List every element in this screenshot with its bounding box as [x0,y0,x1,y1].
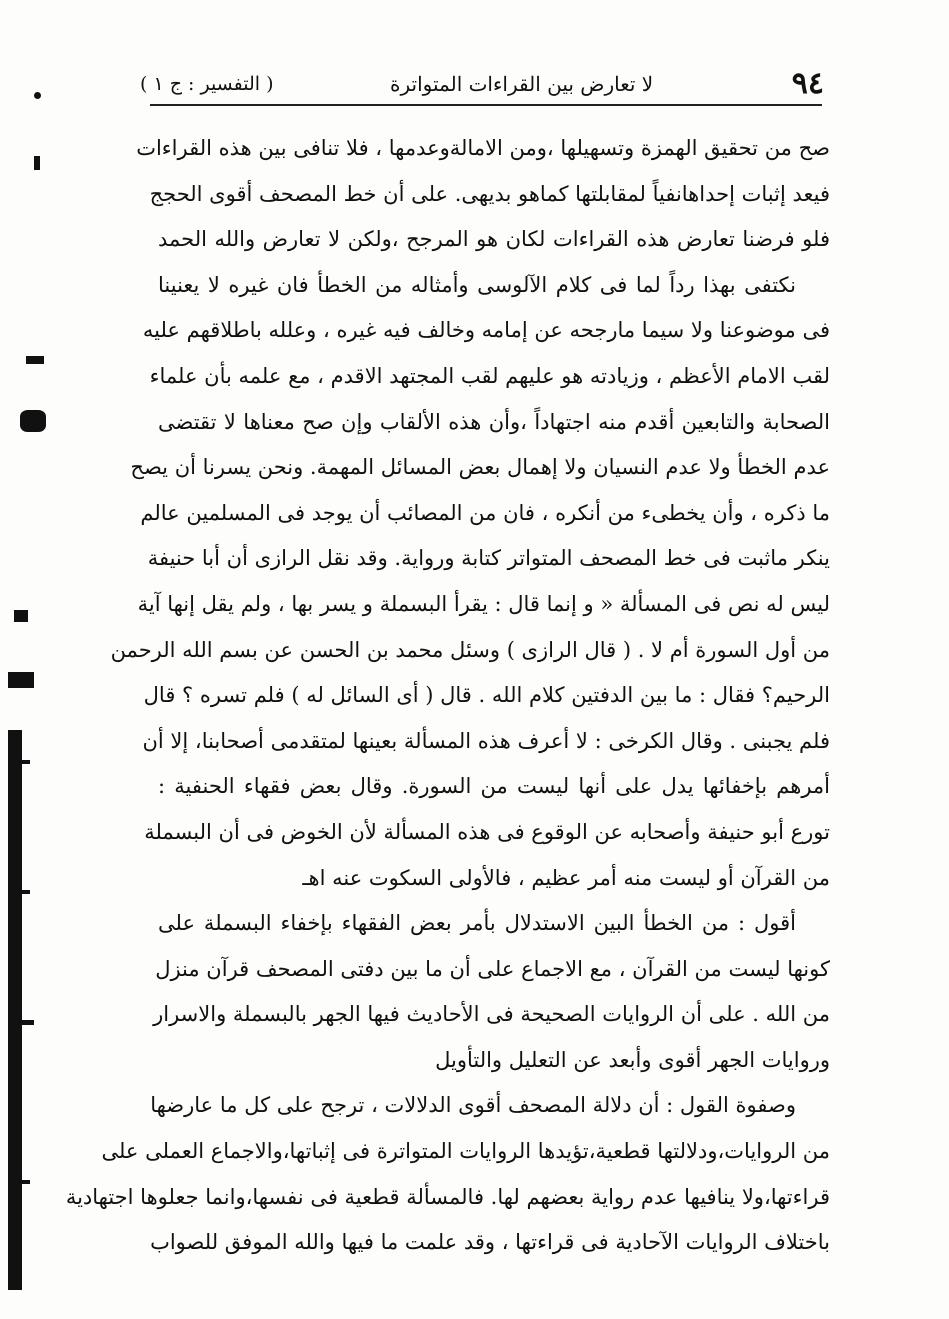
text-line: صح من تحقيق الهمزة وتسهيلها ،ومن الامالةوعدمها ، فلا تنافى بين هذه القراءات [136,136,830,160]
running-section: ( التفسير : ج ١ ) [140,73,274,95]
header-rule [150,104,822,106]
text-line: عدم الخطأ ولا عدم النسيان ولا إهمال بعض المسائل المهمة. ونحن يسرنا أن يصح [130,455,830,480]
text-line: وصفوة القول : أن دلالة المصحف أقوى الدلالات ، ترجح على كل ما عارضها [150,1093,796,1118]
text-line: كونها ليست من القرآن ، مع الاجماع على أن ما بين دفتى المصحف قرآن منزل [155,956,830,981]
text-line: ليس له نص فى المسألة « و إنما قال : يقرأ البسملة و يسر بها ، ولم يقل إنها آية [137,591,830,616]
text-line: الصحابة والتابعين أقدم منه اجتهاداً ،وأن هذه الألقاب وإن صح معناها لا تقتضى [158,409,830,434]
text-line: باختلاف الروايات الآحادية فى قراءتها ، وقد علمت ما فيها والله الموفق للصواب [150,1230,830,1255]
text-line: فلم يجبنى . وقال الكرخى : لا أعرف هذه المسألة بعينها لمتقدمى أصحابنا، إلا أن [142,728,830,753]
text-line: من الروايات،ودلالتها قطعية،تؤيدها الروايات المتواترة فى إثباتها،والاجماع العملى على [101,1139,830,1164]
page-number: ٩٤ [791,66,824,101]
text-line: ما ذكره ، وأن يخطىء من أنكره ، فان من المصائب أن يوجد فى المسلمين عالم [140,500,830,525]
text-line: نكتفى بهذا رداً لما فى كلام الآلوسى وأمثاله من الخطأ فان غيره لا يعنينا [158,272,796,297]
running-title: لا تعارض بين القراءات المتواترة [390,72,654,96]
text-line: أقول : من الخطأ البين الاستدلال بأمر بعض الفقهاء بإخفاء البسملة على [158,911,796,936]
text-line: الرحيم؟ فقال : ما بين الدفتين كلام الله . قال ( أى السائل له ) فلم تسره ؟ قال [143,683,830,708]
text-line: فيعد إثبات إحداهانفياً لمقابلتها كماهو بديهى. على أن خط المصحف أقوى الحجج [149,181,830,206]
text-line: من الله . على أن الروايات الصحيحة فى الأحاديث فيها الجهر بالبسملة والاسرار [153,1002,830,1027]
text-line: من القرآن أو ليست منه أمر عظيم ، فالأولى السكوت عنه اهـ [302,865,830,890]
running-header [140,58,824,104]
text-line: قراءتها،ولا ينافيها عدم رواية بعضهم لها. فالمسألة قطعية فى نفسها،وانما جعلوها اجتهادية [65,1184,830,1209]
text-line: وروايات الجهر أقوى وأبعد عن التعليل والتأويل [435,1047,830,1072]
scan-edge-artifacts [0,0,70,1319]
text-line: لقب الامام الأعظم ، وزيادته هو عليهم لقب المجتهد الاقدم ، مع علمه بأن علماء [149,363,830,388]
text-line: تورع أبو حنيفة وأصحابه عن الوقوع فى هذه المسألة لأن الخوض فى أن البسملة [144,819,830,844]
text-line: فلو فرضنا تعارض هذه القراءات لكان هو المرجح ،ولكن لا تعارض والله الحمد [158,227,830,252]
text-line: ينكر ماثبت فى خط المصحف المتواتر كتابة ورواية. وقد نقل الرازى أن أبا حنيفة [147,546,830,571]
text-line: من أول السورة أم لا . ( قال الرازى ) وسئل محمد بن الحسن عن بسم الله الرحمن [110,637,830,662]
body-text [65,126,830,1266]
text-line: أمرهم بإخفائها يدل على أنها ليست من السورة. وقال بعض فقهاء الحنفية : [158,774,830,799]
text-line: فى موضوعنا ولا سيما مارجحه عن إمامه وخالف فيه غيره ، وعلله باطلاقهم عليه [142,318,830,343]
